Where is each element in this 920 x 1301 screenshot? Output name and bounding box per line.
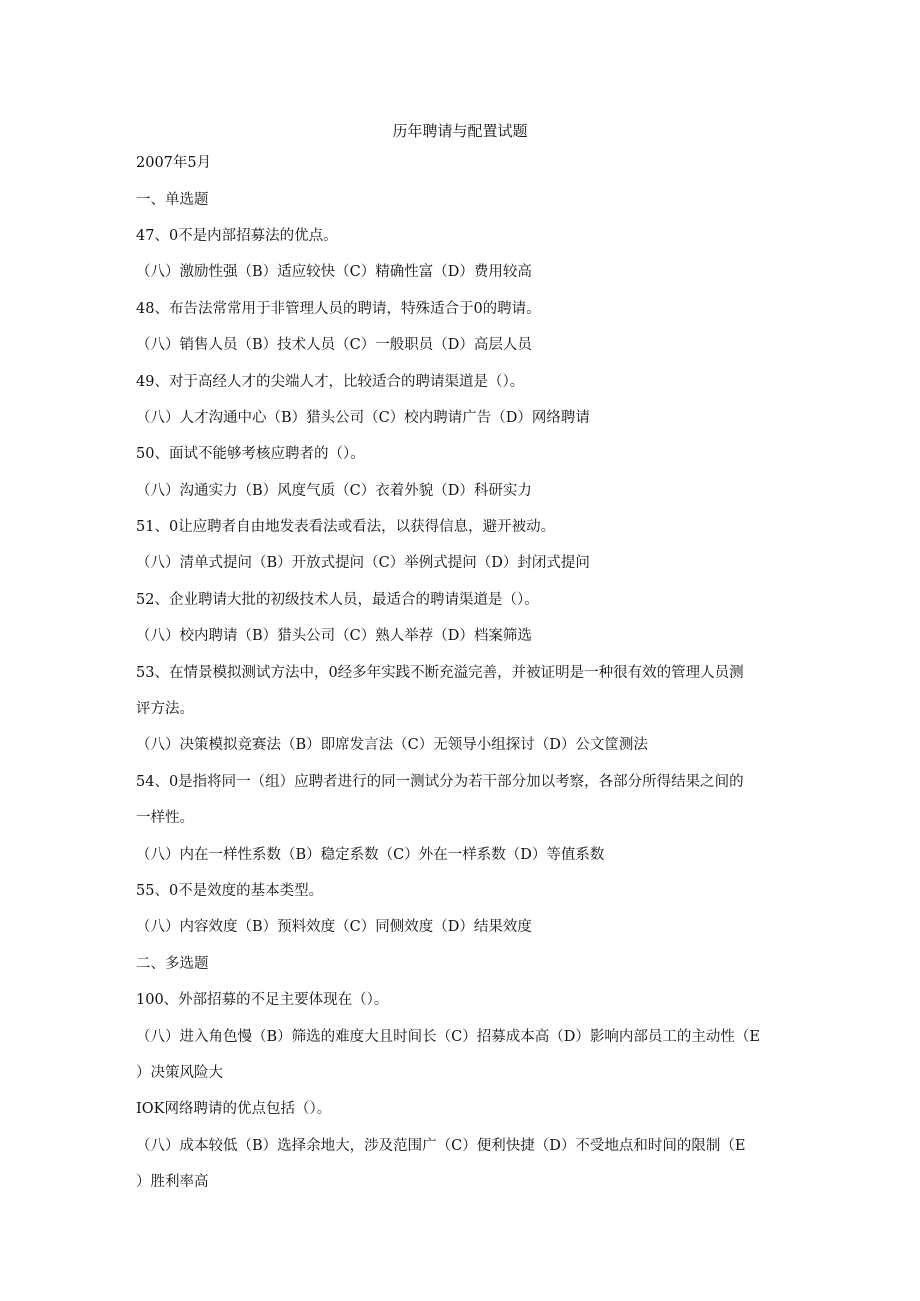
question-49-stem: 49、对于高经人才的尖端人才，比较适合的聘请渠道是（）。 — [136, 374, 525, 390]
question-47-stem: 47、0不是内部招募法的优点。 — [136, 228, 338, 244]
question-53-stem-continued: 评方法。 — [136, 701, 194, 717]
question-54-stem-continued: 一样性。 — [136, 810, 194, 826]
question-101-stem: IOK网络聘请的优点包括（）。 — [136, 1101, 332, 1117]
document-date: 2007年5月 — [136, 155, 212, 171]
question-55-options: （八）内容效度（B）预料效度（C）同侧效度（D）结果效度 — [136, 919, 532, 935]
question-55-stem: 55、0不是效度的基本类型。 — [136, 883, 324, 899]
section-heading-multiple-choice: 二、多选题 — [136, 956, 209, 972]
question-54-options: （八）内在一样性系数（B）稳定系数（C）外在一样系数（D）等值系数 — [136, 847, 605, 863]
question-50-stem: 50、面试不能够考核应聘者的（）。 — [136, 446, 365, 462]
question-47-options: （八）激励性强（B）适应较快（C）精确性富（D）费用较高 — [136, 264, 532, 280]
question-100-stem: 100、外部招募的不足主要体现在（）。 — [136, 992, 389, 1008]
question-53-stem: 53、在情景模拟测试方法中，0经多年实践不断充溢完善，并被证明是一种很有效的管理人员测 — [136, 665, 744, 681]
question-52-stem: 52、企业聘请大批的初级技术人员，最适合的聘请渠道是（）。 — [136, 592, 539, 608]
question-51-options: （八）清单式提问（B）开放式提问（C）举例式提问（D）封闭式提问 — [136, 555, 590, 571]
question-100-options-continued: ）决策风险大 — [136, 1065, 223, 1081]
question-54-stem: 54、0是指将同一（组）应聘者进行的同一测试分为若干部分加以考察，各部分所得结果之间的 — [136, 774, 744, 790]
section-heading-single-choice: 一、单选题 — [136, 192, 209, 208]
question-53-options: （八）决策模拟竞赛法（B）即席发言法（C）无领导小组探讨（D）公文筐测法 — [136, 737, 648, 753]
question-50-options: （八）沟通实力（B）风度气质（C）衣着外貌（D）科研实力 — [136, 483, 532, 499]
question-48-options: （八）销售人员（B）技术人员（C）一般职员（D）高层人员 — [136, 337, 532, 353]
question-49-options: （八）人才沟通中心（B）猎头公司（C）校内聘请广告（D）网络聘请 — [136, 410, 590, 426]
question-101-options: （八）成本较低（B）选择余地大，涉及范围广（C）便利快捷（D）不受地点和时间的限制（E — [136, 1138, 746, 1154]
question-52-options: （八）校内聘请（B）猎头公司（C）熟人举荐（D）档案筛选 — [136, 628, 532, 644]
question-48-stem: 48、布告法常常用于非管理人员的聘请，特殊适合于0的聘请。 — [136, 301, 541, 317]
question-51-stem: 51、0让应聘者自由地发表看法或看法，以获得信息，避开被动。 — [136, 519, 556, 535]
document-title: 历年聘请与配置试题 — [392, 122, 528, 140]
question-101-options-continued: ）胜利率高 — [136, 1174, 209, 1190]
question-100-options: （八）进入角色慢（B）筛选的难度大且时间长（C）招募成本高（D）影响内部员工的主动性（E — [136, 1029, 760, 1045]
